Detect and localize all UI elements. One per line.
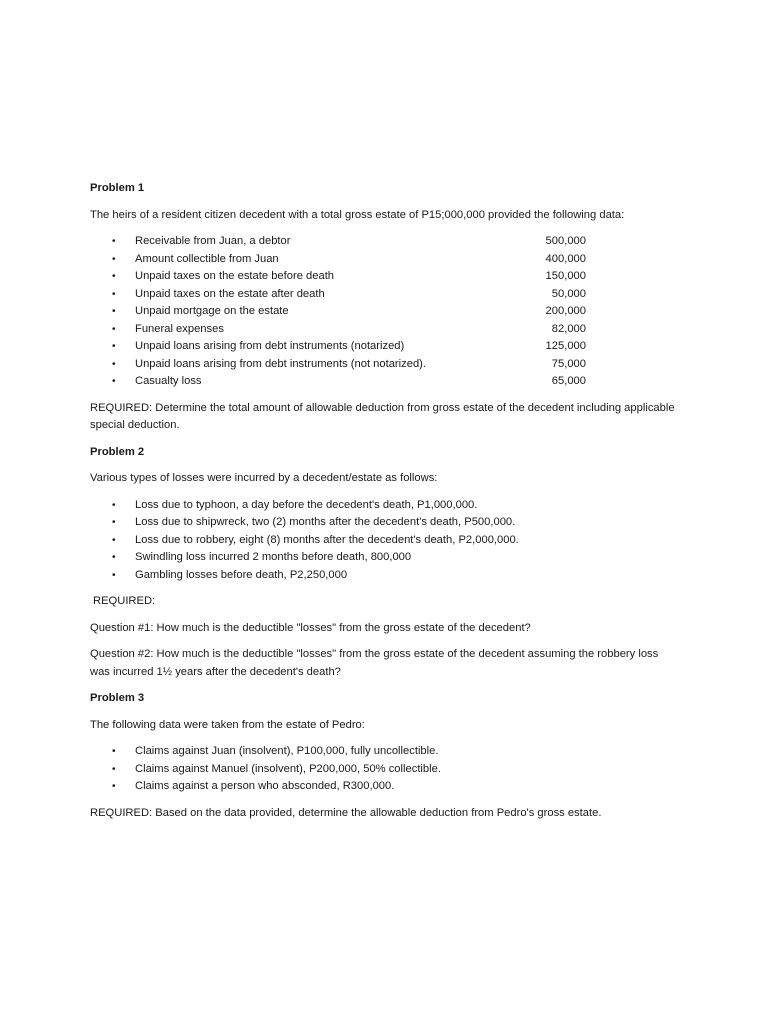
problem-3-required: REQUIRED: Based on the data provided, determine the allowable deduction from Pedro's gross estate. <box>90 806 602 819</box>
problem-1-data-list <box>90 233 680 391</box>
problem-2-heading: Problem 2 <box>90 445 145 458</box>
list-item <box>90 743 680 761</box>
list-item <box>90 251 680 269</box>
problem-2-loss-list <box>90 497 680 585</box>
bullet-icon: • <box>112 763 116 775</box>
item-label: Unpaid taxes on the estate after death <box>135 287 325 300</box>
bullet-icon: • <box>112 746 116 757</box>
list-item <box>90 321 680 339</box>
item-label: Loss due to typhoon, a day before the decedent's death, P1,000,000. <box>135 498 478 511</box>
problem-2-intro: Various types of losses were incurred by a decedent/estate as follows: <box>90 472 438 484</box>
bullet-icon: • <box>112 288 116 300</box>
bullet-icon: • <box>112 341 116 352</box>
item-amount: 150,000 <box>545 270 586 282</box>
list-item <box>90 549 680 567</box>
item-label: Claims against a person who absconded, R300,000. <box>135 780 395 792</box>
item-label: Casualty loss <box>135 375 202 387</box>
problem-1-heading: Problem 1 <box>90 182 145 194</box>
item-label: Unpaid loans arising from debt instruments (notarized) <box>135 340 405 352</box>
item-label: Funeral expenses <box>135 322 224 335</box>
list-item <box>90 286 680 304</box>
bullet-icon: • <box>112 358 116 370</box>
list-item <box>90 338 680 356</box>
item-amount: 82,000 <box>551 322 586 335</box>
item-amount: 50,000 <box>551 287 586 300</box>
bullet-icon: • <box>112 781 116 792</box>
item-label: Unpaid mortgage on the estate <box>135 305 289 317</box>
bullet-icon: • <box>112 323 116 335</box>
item-label: Claims against Manuel (insolvent), P200,000, 50% collectible. <box>135 762 441 775</box>
list-item <box>90 233 680 251</box>
problem-3-intro: The following data were taken from the estate of Pedro: <box>90 718 365 731</box>
item-amount: 75,000 <box>551 357 586 370</box>
problem-2-required: REQUIRED: <box>93 595 156 607</box>
problem-1-intro: The heirs of a resident citizen decedent with a total gross estate of P15;000,000 provided the following data: <box>90 208 625 221</box>
bullet-icon: • <box>112 552 116 563</box>
item-amount: 125,000 <box>545 340 586 352</box>
list-item <box>90 514 680 532</box>
bullet-icon: • <box>112 306 116 317</box>
item-label: Swindling loss incurred 2 months before death, 800,000 <box>135 551 412 563</box>
item-label: Amount collectible from Juan <box>135 252 279 265</box>
bullet-icon: • <box>112 253 116 265</box>
bullet-icon: • <box>112 236 116 247</box>
problem-3-heading: Problem 3 <box>90 692 145 704</box>
item-label: Gambling losses before death, P2,250,000 <box>135 568 348 581</box>
bullet-icon: • <box>112 534 116 546</box>
list-item <box>90 373 680 391</box>
list-item <box>90 761 680 779</box>
problem-3-claims-list <box>90 743 680 796</box>
problem-1-required: REQUIRED: Determine the total amount of allowable deduction from gross estate of the decedent including applicable special deduction. <box>90 401 675 431</box>
document-content <box>90 180 680 831</box>
item-label: Loss due to shipwreck, two (2) months after the decedent's death, P500,000. <box>135 516 516 528</box>
list-item <box>90 778 680 796</box>
bullet-icon: • <box>112 271 116 282</box>
list-item <box>90 268 680 286</box>
list-item <box>90 356 680 374</box>
problem-2-question-1: Question #1: How much is the deductible "losses" from the gross estate of the decedent? <box>90 621 531 634</box>
item-label: Unpaid taxes on the estate before death <box>135 270 335 282</box>
item-amount: 200,000 <box>545 305 586 317</box>
item-label: Receivable from Juan, a debtor <box>135 235 291 247</box>
item-amount: 400,000 <box>545 252 586 265</box>
bullet-icon: • <box>112 499 116 511</box>
item-amount: 65,000 <box>551 375 586 387</box>
item-label: Claims against Juan (insolvent), P100,000, fully uncollectible. <box>135 745 439 757</box>
bullet-icon: • <box>112 569 116 581</box>
list-item <box>90 532 680 550</box>
bullet-icon: • <box>112 376 116 387</box>
item-label: Loss due to robbery, eight (8) months after the decedent's death, P2,000,000. <box>135 533 519 546</box>
item-amount: 500,000 <box>545 235 586 247</box>
bullet-icon: • <box>112 517 116 528</box>
list-item <box>90 567 680 585</box>
list-item <box>90 303 680 321</box>
list-item <box>90 497 680 515</box>
item-label: Unpaid loans arising from debt instruments (not notarized). <box>135 357 427 370</box>
problem-2-question-2: Question #2: How much is the deductible "losses" from the gross estate of the decedent assuming the robbery loss was incurred 1½ years after the decedent's death? <box>90 648 659 678</box>
